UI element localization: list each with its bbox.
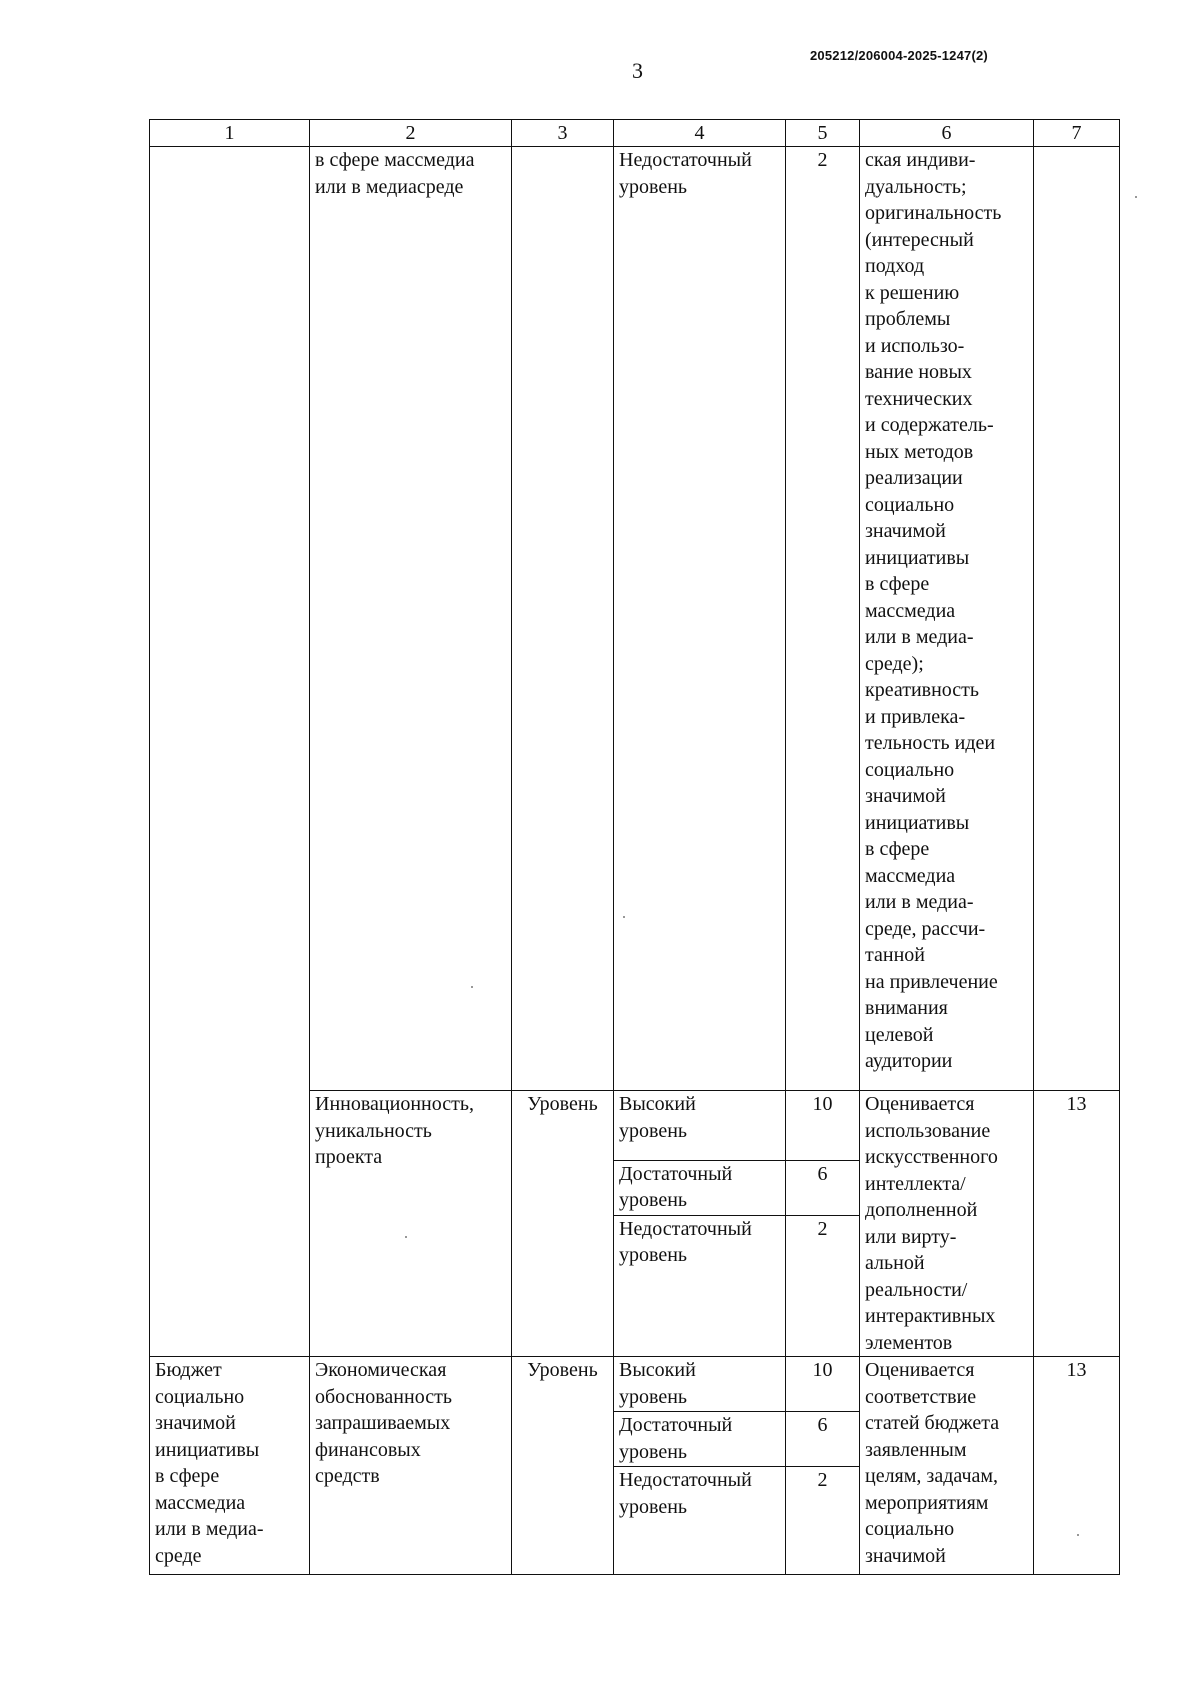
- header-cell-2: 2: [310, 120, 512, 147]
- document-id: 205212/206004-2025-1247(2): [810, 48, 988, 63]
- max-score: 13: [1034, 1357, 1120, 1575]
- page-number: 3: [632, 58, 643, 83]
- criterion-description: Оценивается соответствие статей бюджета заявленным целям, задачам, мероприятиям социально значимой: [860, 1357, 1034, 1575]
- level-score: 6: [786, 1160, 860, 1215]
- level-score: 2: [786, 1215, 860, 1356]
- criteria-table: [149, 119, 1120, 1575]
- level-score: 10: [786, 1357, 860, 1412]
- level-label: Недостаточный уровень: [614, 1467, 786, 1575]
- level-label: Недостаточный уровень: [614, 1215, 786, 1356]
- scan-speck: [471, 986, 473, 988]
- header-cell-7: 7: [1034, 120, 1120, 147]
- criterion-description: Оценивается использование искусственного интеллекта/ дополненной или вирту- альной реальности/ интерактивных элементов: [860, 1091, 1034, 1357]
- table-cell-empty: [1034, 147, 1120, 1091]
- scan-speck: [405, 1236, 407, 1238]
- scan-speck: [1077, 1534, 1079, 1536]
- criteria-group: Бюджет социально значимой инициативы в сфере массмедиа или в медиа- среде: [150, 1357, 310, 1575]
- scan-speck: [1135, 196, 1137, 198]
- level-score: 2: [786, 1467, 860, 1575]
- measure-unit: Уровень: [512, 1357, 614, 1575]
- header-cell-6: 6: [860, 120, 1034, 147]
- header-cell-5: 5: [786, 120, 860, 147]
- criterion-description: ская индиви- дуальность; оригинальность (интересный подход к решению проблемы и использо- вание новых технических и содержатель- ных методов реализации социально значимой инициативы в сфере массмедиа или в медиа- среде); креативность и привлека- тельность идеи социально значимой инициативы в сфере массмедиа или в медиа- среде, рассчи- танной на привлечение внимания целевой аудитории: [860, 147, 1034, 1091]
- level-label: Высокий уровень: [614, 1357, 786, 1412]
- header-cell-4: 4: [614, 120, 786, 147]
- level-label: Достаточный уровень: [614, 1160, 786, 1215]
- criterion-continued: в сфере массмедиа или в медиасреде: [310, 147, 512, 1091]
- table-cell-empty: [150, 1091, 310, 1357]
- criterion-name: Экономическая обоснованность запрашиваемых финансовых средств: [310, 1357, 512, 1575]
- max-score: 13: [1034, 1091, 1120, 1357]
- level-label: Недостаточный уровень: [614, 147, 786, 1091]
- table-header-row: [150, 120, 1120, 147]
- table-cell-empty: [512, 147, 614, 1091]
- level-score: 2: [786, 147, 860, 1091]
- header-cell-3: 3: [512, 120, 614, 147]
- header-cell-1: 1: [150, 120, 310, 147]
- level-label: Достаточный уровень: [614, 1412, 786, 1467]
- criterion-name: Инновационность, уникальность проекта: [310, 1091, 512, 1357]
- scan-speck: [623, 916, 625, 918]
- level-label: Высокий уровень: [614, 1091, 786, 1161]
- table-cell-empty: [150, 147, 310, 1091]
- table-row: [150, 1357, 1120, 1412]
- measure-unit: Уровень: [512, 1091, 614, 1357]
- level-score: 10: [786, 1091, 860, 1161]
- level-score: 6: [786, 1412, 860, 1467]
- table-row: [150, 1091, 1120, 1161]
- table-row: [150, 147, 1120, 1091]
